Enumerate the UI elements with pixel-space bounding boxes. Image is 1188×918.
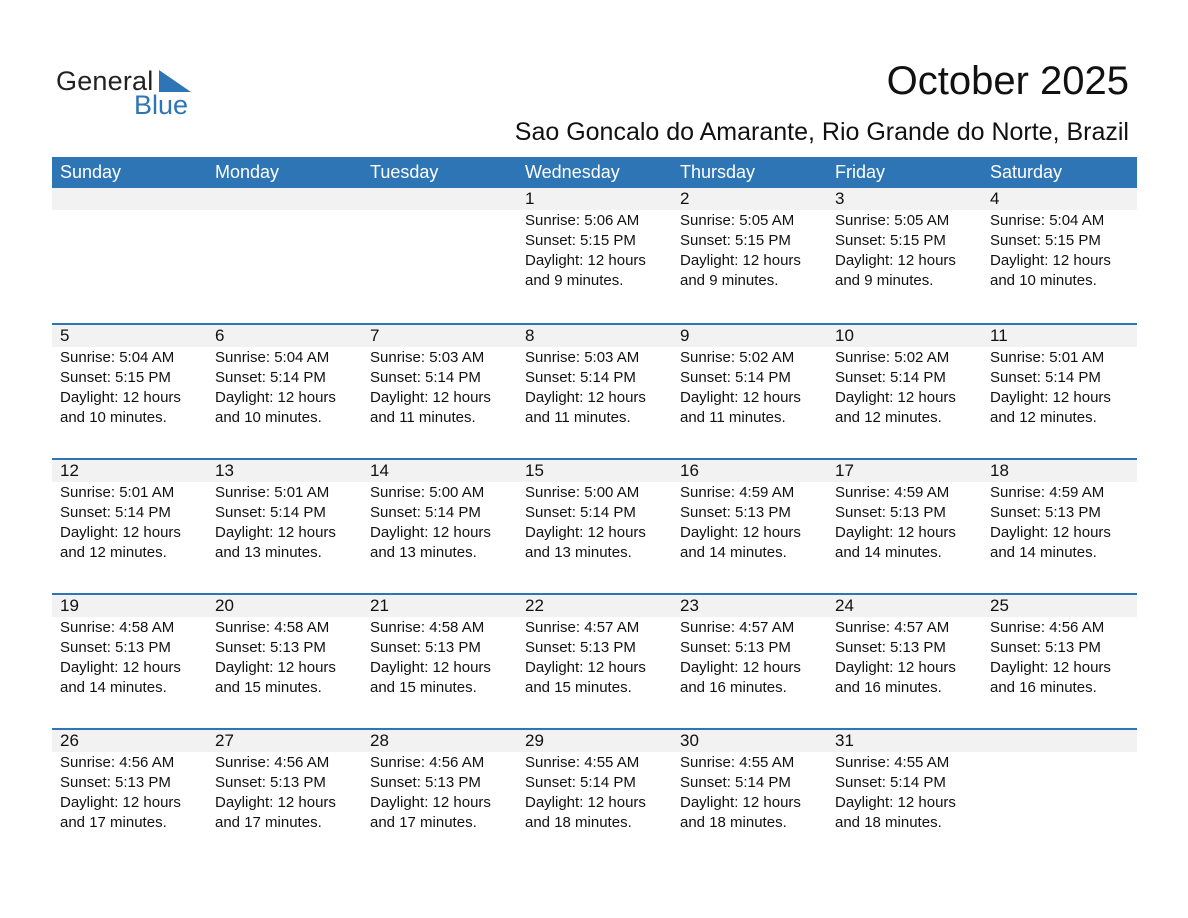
daylight-minutes: and 11 minutes. xyxy=(370,409,476,426)
day-info xyxy=(525,618,672,698)
sunset-time: Sunset: 5:14 PM xyxy=(525,504,636,521)
sunset-time: Sunset: 5:14 PM xyxy=(215,369,326,386)
location-subtitle: Sao Goncalo do Amarante, Rio Grande do Norte, Brazil xyxy=(514,118,1129,146)
day-number: 11 xyxy=(990,326,1008,345)
weekday-header xyxy=(52,157,1137,188)
calendar-week xyxy=(52,458,1137,593)
day-cell xyxy=(672,595,827,698)
calendar-week xyxy=(52,323,1137,458)
daylight-minutes: and 12 minutes. xyxy=(835,409,942,426)
sunrise-time: Sunrise: 4:58 AM xyxy=(370,619,485,636)
daylight-minutes: and 12 minutes. xyxy=(990,409,1097,426)
day-cell xyxy=(52,730,207,833)
empty-day-cell xyxy=(982,730,1137,833)
day-cell xyxy=(362,325,517,428)
daylight-minutes: and 18 minutes. xyxy=(525,814,632,831)
logo-general-text: General xyxy=(56,66,154,96)
daylight-minutes: and 10 minutes. xyxy=(215,409,322,426)
day-info xyxy=(990,211,1137,291)
sunrise-time: Sunrise: 5:05 AM xyxy=(835,212,950,229)
sunrise-time: Sunrise: 5:00 AM xyxy=(525,484,640,501)
sunrise-time: Sunrise: 5:01 AM xyxy=(60,484,175,501)
sunset-time: Sunset: 5:15 PM xyxy=(990,232,1101,249)
sunrise-time: Sunrise: 5:02 AM xyxy=(680,349,795,366)
daylight-minutes: and 14 minutes. xyxy=(990,544,1097,561)
daylight-minutes: and 14 minutes. xyxy=(60,679,167,696)
day-cell xyxy=(52,325,207,428)
sunrise-time: Sunrise: 4:57 AM xyxy=(835,619,950,636)
daylight-minutes: and 9 minutes. xyxy=(680,272,779,289)
sunrise-time: Sunrise: 5:03 AM xyxy=(525,349,640,366)
sunrise-time: Sunrise: 4:56 AM xyxy=(215,754,330,771)
day-number: 13 xyxy=(215,461,234,480)
week-days xyxy=(52,730,1137,833)
sunset-time: Sunset: 5:14 PM xyxy=(835,369,946,386)
weekday-friday: Friday xyxy=(835,162,886,182)
weekday-thursday: Thursday xyxy=(680,162,756,182)
calendar-week xyxy=(52,593,1137,728)
day-info xyxy=(370,753,517,833)
day-info xyxy=(680,483,827,563)
day-info xyxy=(835,483,982,563)
sunset-time: Sunset: 5:13 PM xyxy=(370,774,481,791)
sunrise-time: Sunrise: 5:01 AM xyxy=(215,484,330,501)
daylight-minutes: and 16 minutes. xyxy=(835,679,942,696)
weekday-sunday: Sunday xyxy=(60,162,122,182)
daylight-hours: Daylight: 12 hours xyxy=(680,252,801,269)
day-cell xyxy=(207,325,362,428)
day-cell xyxy=(517,460,672,563)
sunrise-time: Sunrise: 4:55 AM xyxy=(680,754,795,771)
sunset-time: Sunset: 5:14 PM xyxy=(990,369,1101,386)
sunrise-time: Sunrise: 5:01 AM xyxy=(990,349,1105,366)
day-number: 28 xyxy=(370,731,389,750)
day-info xyxy=(990,483,1137,563)
sunset-time: Sunset: 5:13 PM xyxy=(60,639,171,656)
sunset-time: Sunset: 5:13 PM xyxy=(990,639,1101,656)
day-cell xyxy=(827,188,982,291)
day-info xyxy=(835,618,982,698)
day-cell xyxy=(827,730,982,833)
day-info xyxy=(60,753,207,833)
weekday-saturday: Saturday xyxy=(990,162,1063,182)
day-cell xyxy=(517,730,672,833)
daylight-minutes: and 17 minutes. xyxy=(215,814,322,831)
logo xyxy=(56,66,206,122)
day-number: 15 xyxy=(525,461,544,480)
day-number: 27 xyxy=(215,731,234,750)
daylight-hours: Daylight: 12 hours xyxy=(835,659,956,676)
day-number: 24 xyxy=(835,596,854,615)
daylight-hours: Daylight: 12 hours xyxy=(370,794,491,811)
daylight-hours: Daylight: 12 hours xyxy=(835,252,956,269)
day-info xyxy=(680,348,827,428)
daylight-minutes: and 11 minutes. xyxy=(680,409,786,426)
daylight-minutes: and 11 minutes. xyxy=(525,409,631,426)
sunrise-time: Sunrise: 4:58 AM xyxy=(60,619,175,636)
daylight-minutes: and 10 minutes. xyxy=(60,409,167,426)
daylight-minutes: and 9 minutes. xyxy=(835,272,934,289)
day-info xyxy=(525,483,672,563)
day-cell xyxy=(827,460,982,563)
day-number: 17 xyxy=(835,461,854,480)
daylight-hours: Daylight: 12 hours xyxy=(60,524,181,541)
sunrise-time: Sunrise: 4:55 AM xyxy=(835,754,950,771)
sunset-time: Sunset: 5:13 PM xyxy=(990,504,1101,521)
sunset-time: Sunset: 5:15 PM xyxy=(680,232,791,249)
daylight-hours: Daylight: 12 hours xyxy=(370,524,491,541)
weekday-monday: Monday xyxy=(215,162,280,182)
day-info xyxy=(680,211,827,291)
daylight-minutes: and 17 minutes. xyxy=(60,814,167,831)
logo-triangle-icon xyxy=(159,70,191,92)
sunrise-time: Sunrise: 4:57 AM xyxy=(680,619,795,636)
day-info xyxy=(990,348,1137,428)
day-info xyxy=(525,348,672,428)
day-info xyxy=(835,348,982,428)
day-info xyxy=(680,618,827,698)
sunrise-time: Sunrise: 4:59 AM xyxy=(990,484,1105,501)
day-number: 26 xyxy=(60,731,79,750)
day-info xyxy=(680,753,827,833)
daylight-hours: Daylight: 12 hours xyxy=(680,524,801,541)
daylight-hours: Daylight: 12 hours xyxy=(835,794,956,811)
day-cell xyxy=(362,595,517,698)
day-cell xyxy=(672,188,827,291)
sunset-time: Sunset: 5:14 PM xyxy=(370,369,481,386)
sunset-time: Sunset: 5:15 PM xyxy=(525,232,636,249)
daylight-minutes: and 9 minutes. xyxy=(525,272,624,289)
day-cell xyxy=(672,325,827,428)
sunrise-time: Sunrise: 4:59 AM xyxy=(835,484,950,501)
daylight-minutes: and 16 minutes. xyxy=(680,679,787,696)
daylight-hours: Daylight: 12 hours xyxy=(990,252,1111,269)
daylight-minutes: and 15 minutes. xyxy=(370,679,477,696)
sunset-time: Sunset: 5:14 PM xyxy=(525,369,636,386)
daylight-minutes: and 15 minutes. xyxy=(525,679,632,696)
daylight-hours: Daylight: 12 hours xyxy=(990,389,1111,406)
sunset-time: Sunset: 5:13 PM xyxy=(680,639,791,656)
calendar-week xyxy=(52,728,1137,863)
sunset-time: Sunset: 5:14 PM xyxy=(60,504,171,521)
daylight-hours: Daylight: 12 hours xyxy=(370,389,491,406)
day-cell xyxy=(207,595,362,698)
week-days xyxy=(52,188,1137,291)
day-cell xyxy=(517,595,672,698)
day-cell xyxy=(517,188,672,291)
daylight-hours: Daylight: 12 hours xyxy=(60,794,181,811)
calendar-weeks xyxy=(52,188,1137,863)
week-days xyxy=(52,595,1137,698)
empty-day-cell xyxy=(52,188,207,291)
daylight-hours: Daylight: 12 hours xyxy=(215,794,336,811)
daylight-minutes: and 13 minutes. xyxy=(215,544,322,561)
day-number: 7 xyxy=(370,326,380,345)
daylight-minutes: and 13 minutes. xyxy=(525,544,632,561)
day-number: 25 xyxy=(990,596,1009,615)
sunset-time: Sunset: 5:13 PM xyxy=(835,639,946,656)
day-number: 1 xyxy=(525,189,535,208)
daylight-minutes: and 15 minutes. xyxy=(215,679,322,696)
sunset-time: Sunset: 5:13 PM xyxy=(215,639,326,656)
day-cell xyxy=(517,325,672,428)
sunset-time: Sunset: 5:13 PM xyxy=(835,504,946,521)
day-info xyxy=(990,618,1137,698)
day-number: 16 xyxy=(680,461,699,480)
day-cell xyxy=(982,595,1137,698)
sunset-time: Sunset: 5:15 PM xyxy=(835,232,946,249)
day-cell xyxy=(207,460,362,563)
daylight-hours: Daylight: 12 hours xyxy=(525,524,646,541)
day-number: 19 xyxy=(60,596,79,615)
daylight-hours: Daylight: 12 hours xyxy=(60,389,181,406)
week-days xyxy=(52,460,1137,563)
daylight-minutes: and 14 minutes. xyxy=(680,544,787,561)
day-info xyxy=(370,483,517,563)
daylight-hours: Daylight: 12 hours xyxy=(370,659,491,676)
day-cell xyxy=(207,730,362,833)
sunrise-time: Sunrise: 5:03 AM xyxy=(370,349,485,366)
day-info xyxy=(370,348,517,428)
day-number: 30 xyxy=(680,731,699,750)
daylight-hours: Daylight: 12 hours xyxy=(680,389,801,406)
daylight-minutes: and 17 minutes. xyxy=(370,814,477,831)
day-number: 23 xyxy=(680,596,699,615)
day-cell xyxy=(982,188,1137,291)
sunset-time: Sunset: 5:13 PM xyxy=(215,774,326,791)
day-number: 20 xyxy=(215,596,234,615)
day-number: 6 xyxy=(215,326,225,345)
sunrise-time: Sunrise: 4:56 AM xyxy=(60,754,175,771)
sunrise-time: Sunrise: 4:59 AM xyxy=(680,484,795,501)
daylight-hours: Daylight: 12 hours xyxy=(215,524,336,541)
sunset-time: Sunset: 5:14 PM xyxy=(215,504,326,521)
weekday-wednesday: Wednesday xyxy=(525,162,620,182)
day-number: 2 xyxy=(680,189,690,208)
sunset-time: Sunset: 5:14 PM xyxy=(370,504,481,521)
day-info xyxy=(215,753,362,833)
sunrise-time: Sunrise: 5:02 AM xyxy=(835,349,950,366)
daylight-hours: Daylight: 12 hours xyxy=(835,524,956,541)
sunset-time: Sunset: 5:14 PM xyxy=(680,774,791,791)
sunrise-time: Sunrise: 5:05 AM xyxy=(680,212,795,229)
daylight-hours: Daylight: 12 hours xyxy=(60,659,181,676)
sunset-time: Sunset: 5:13 PM xyxy=(525,639,636,656)
day-info xyxy=(525,753,672,833)
sunset-time: Sunset: 5:13 PM xyxy=(370,639,481,656)
day-number: 5 xyxy=(60,326,70,345)
day-number: 31 xyxy=(835,731,854,750)
calendar xyxy=(52,157,1137,863)
day-info xyxy=(60,483,207,563)
daylight-hours: Daylight: 12 hours xyxy=(990,659,1111,676)
day-number: 22 xyxy=(525,596,544,615)
day-cell xyxy=(362,730,517,833)
day-cell xyxy=(672,730,827,833)
day-info xyxy=(215,348,362,428)
sunset-time: Sunset: 5:13 PM xyxy=(680,504,791,521)
day-cell xyxy=(672,460,827,563)
day-number: 4 xyxy=(990,189,1000,208)
page-title: October 2025 xyxy=(886,59,1129,103)
sunrise-time: Sunrise: 5:04 AM xyxy=(60,349,175,366)
sunrise-time: Sunrise: 5:00 AM xyxy=(370,484,485,501)
empty-day-cell xyxy=(207,188,362,291)
sunset-time: Sunset: 5:14 PM xyxy=(680,369,791,386)
logo-blue-text: Blue xyxy=(134,90,189,120)
daylight-minutes: and 13 minutes. xyxy=(370,544,477,561)
day-info xyxy=(215,483,362,563)
daylight-hours: Daylight: 12 hours xyxy=(990,524,1111,541)
daylight-hours: Daylight: 12 hours xyxy=(215,389,336,406)
day-number: 21 xyxy=(370,596,389,615)
day-info xyxy=(370,618,517,698)
day-info xyxy=(60,348,207,428)
daylight-minutes: and 10 minutes. xyxy=(990,272,1097,289)
day-cell xyxy=(362,460,517,563)
day-number: 18 xyxy=(990,461,1009,480)
daylight-hours: Daylight: 12 hours xyxy=(835,389,956,406)
daylight-hours: Daylight: 12 hours xyxy=(680,659,801,676)
daylight-hours: Daylight: 12 hours xyxy=(525,389,646,406)
sunrise-time: Sunrise: 5:06 AM xyxy=(525,212,640,229)
day-number: 9 xyxy=(680,326,690,345)
sunrise-time: Sunrise: 4:58 AM xyxy=(215,619,330,636)
sunset-time: Sunset: 5:14 PM xyxy=(525,774,636,791)
sunrise-time: Sunrise: 4:56 AM xyxy=(990,619,1105,636)
sunset-time: Sunset: 5:13 PM xyxy=(60,774,171,791)
day-cell xyxy=(827,325,982,428)
daylight-hours: Daylight: 12 hours xyxy=(525,659,646,676)
day-info xyxy=(60,618,207,698)
day-info xyxy=(215,618,362,698)
sunrise-time: Sunrise: 5:04 AM xyxy=(215,349,330,366)
day-number: 14 xyxy=(370,461,389,480)
daylight-hours: Daylight: 12 hours xyxy=(525,252,646,269)
daylight-hours: Daylight: 12 hours xyxy=(525,794,646,811)
daylight-minutes: and 18 minutes. xyxy=(835,814,942,831)
day-info xyxy=(835,211,982,291)
sunrise-time: Sunrise: 4:55 AM xyxy=(525,754,640,771)
day-number: 29 xyxy=(525,731,544,750)
week-days xyxy=(52,325,1137,428)
day-info xyxy=(525,211,672,291)
sunrise-time: Sunrise: 5:04 AM xyxy=(990,212,1105,229)
sunrise-time: Sunrise: 4:57 AM xyxy=(525,619,640,636)
day-cell xyxy=(52,595,207,698)
day-info xyxy=(835,753,982,833)
sunset-time: Sunset: 5:14 PM xyxy=(835,774,946,791)
calendar-week xyxy=(52,188,1137,323)
weekday-tuesday: Tuesday xyxy=(370,162,439,182)
day-number: 8 xyxy=(525,326,535,345)
day-number: 3 xyxy=(835,189,845,208)
daylight-minutes: and 18 minutes. xyxy=(680,814,787,831)
day-cell xyxy=(827,595,982,698)
sunrise-time: Sunrise: 4:56 AM xyxy=(370,754,485,771)
daylight-minutes: and 14 minutes. xyxy=(835,544,942,561)
day-cell xyxy=(982,460,1137,563)
daylight-minutes: and 16 minutes. xyxy=(990,679,1097,696)
daylight-hours: Daylight: 12 hours xyxy=(680,794,801,811)
empty-day-cell xyxy=(362,188,517,291)
day-cell xyxy=(982,325,1137,428)
daylight-minutes: and 12 minutes. xyxy=(60,544,167,561)
day-number: 12 xyxy=(60,461,79,480)
day-cell xyxy=(52,460,207,563)
daylight-hours: Daylight: 12 hours xyxy=(215,659,336,676)
sunset-time: Sunset: 5:15 PM xyxy=(60,369,171,386)
day-number: 10 xyxy=(835,326,854,345)
